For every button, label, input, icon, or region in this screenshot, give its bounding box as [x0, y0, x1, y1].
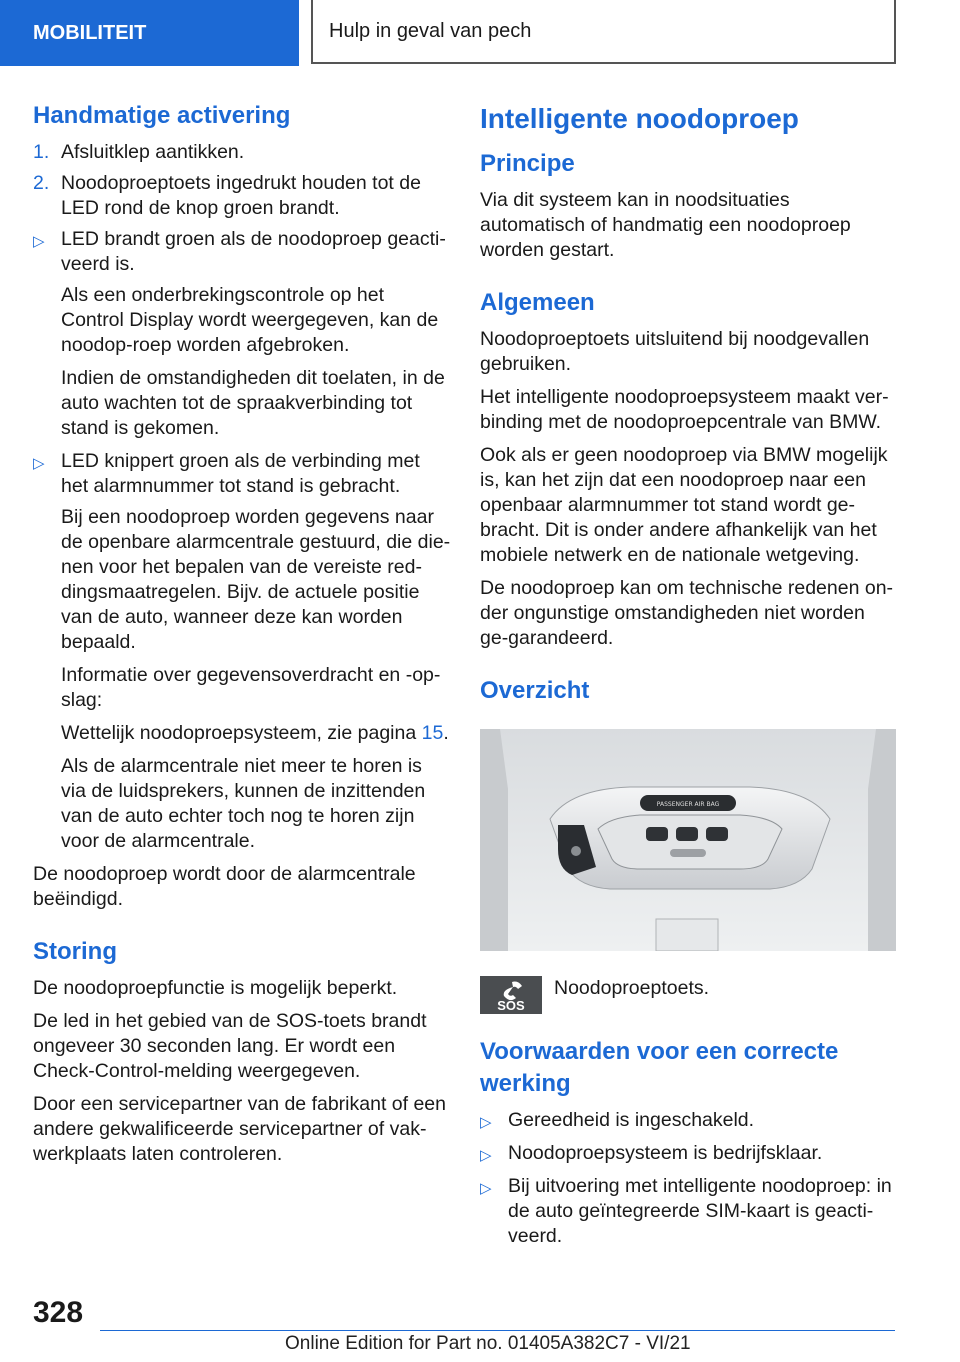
paragraph: Ook als er geen noodoproep via BMW mogelijk is, kan het zijn dat een noodoproep naar een openbaar alarmnummer tot stand wordt ge-bracht. Dit is onder andere afhankelijk van het mobiele netwerk en de nationale wetgeving. — [480, 444, 888, 566]
heading-principe: Principe — [480, 150, 575, 177]
paragraph: De noodoproep wordt door de alarmcentrale beëindigd. — [33, 863, 416, 910]
page-header — [0, 0, 960, 66]
bullet-text: LED brandt groen als de noodoproep geacti-veerd is. — [61, 228, 446, 275]
page-link[interactable]: 15 — [421, 722, 444, 744]
heading-conditions: Voorwaarden voor een correcte werking — [480, 1038, 839, 1097]
step-1 — [33, 140, 451, 165]
page-number: 328 — [33, 1296, 84, 1329]
triangle-bullet-icon: ▷ — [480, 1180, 492, 1197]
paragraph: Het intelligente noodoproepsysteem maakt ver-binding met de noodoproepcentrale van BMW. — [480, 386, 889, 433]
sos-caption: Noodoproeptoets. — [554, 977, 710, 999]
airbag-label: PASSENGER AIR BAG — [656, 801, 720, 808]
paragraph: De noodoproepfunctie is mogelijk beperkt. — [33, 977, 398, 999]
footer-divider — [100, 1330, 895, 1331]
step-number: 2. — [33, 172, 50, 194]
paragraph: De noodoproep kan om technische redenen on-der ongunstige omstandigheden niet worden ge-garandeerd. — [480, 577, 894, 649]
heading-overzicht: Overzicht — [480, 677, 590, 704]
chapter-title: Hulp in geval van pech — [311, 0, 896, 64]
heading-manual-activation: Handmatige activering — [33, 102, 291, 129]
heading-storing: Storing — [33, 938, 117, 965]
bullet-item — [480, 1108, 898, 1135]
paragraph: Bij een noodoproep worden gegevens naar de openbare alarmcentrale gestuurd, die die-nen voor het bepalen van de vereiste red-dingsmaatregelen. Bijv. de actuele positie van de auto, wanneer deze kan worden bepaald. — [61, 506, 451, 653]
triangle-bullet-icon: ▷ — [33, 455, 45, 472]
bullet-text: Noodoproepsysteem is bedrijfsklaar. — [508, 1142, 823, 1164]
overhead-console-photo — [480, 729, 896, 951]
paragraph: Noodoproeptoets uitsluitend bij noodgevallen gebruiken. — [480, 328, 870, 375]
step-2 — [33, 171, 451, 221]
spacer — [33, 920, 451, 936]
ref-end: . — [443, 722, 449, 744]
step-text: Afsluitklep aantikken. — [61, 141, 245, 163]
step-number: 1. — [33, 141, 50, 163]
right-column — [480, 100, 898, 1255]
paragraph: Als een onderbrekingscontrole op het Control Display wordt weergegeven, kan de noodop-roep worden afgebroken. — [61, 284, 439, 356]
sos-button-icon — [480, 976, 542, 1014]
sos-text: SOS — [497, 998, 525, 1013]
spacer — [480, 271, 898, 287]
bullet-item — [480, 1174, 898, 1249]
paragraph: Indien de omstandigheden dit toelaten, in de auto wachten tot de spraakverbinding tot stand is gekomen. — [61, 367, 445, 439]
bullet-item — [33, 449, 451, 499]
bullet-item — [480, 1141, 898, 1168]
paragraph: Als de alarmcentrale niet meer te horen is via de luidsprekers, kunnen de inzittenden van de auto echter toch nog te horen zijn voor de alarmcentrale. — [61, 755, 426, 852]
sos-legend — [480, 976, 898, 1014]
triangle-bullet-icon: ▷ — [33, 233, 45, 250]
heading-intelligent-emergency-call: Intelligente noodoproep — [480, 103, 799, 134]
spacer — [480, 659, 898, 675]
paragraph: Door een servicepartner van de fabrikant of een andere gekwalificeerde servicepartner of vak-werkplaats laten controleren. — [33, 1093, 446, 1165]
section-tab: MOBILITEIT — [0, 0, 299, 66]
step-text: Noodoproeptoets ingedrukt houden tot de LED rond de knop groen brandt. — [61, 172, 421, 219]
paragraph — [33, 721, 451, 746]
bullet-text: Gereedheid is ingeschakeld. — [508, 1109, 755, 1131]
heading-algemeen: Algemeen — [480, 289, 595, 316]
triangle-bullet-icon: ▷ — [480, 1147, 492, 1164]
footer-edition: Online Edition for Part no. 01405A382C7 - VI/21 — [285, 1333, 691, 1354]
paragraph: De led in het gebied van de SOS-toets brandt ongeveer 30 seconden lang. Er wordt een Check-Control-melding weergegeven. — [33, 1010, 427, 1082]
bullet-text: LED knippert groen als de verbinding met het alarmnummer tot stand is gebracht. — [61, 450, 420, 497]
bullet-text: Bij uitvoering met intelligente noodoproep: in de auto geïntegreerde SIM-kaart is geacti-veerd. — [508, 1175, 892, 1247]
paragraph: Via dit systeem kan in noodsituaties automatisch of handmatig een noodoproep worden gestart. — [480, 189, 851, 261]
bullet-item — [33, 227, 451, 277]
left-column — [33, 100, 451, 1175]
triangle-bullet-icon: ▷ — [480, 1114, 492, 1131]
ref-text: Wettelijk noodoproepsysteem, zie pagina — [61, 722, 417, 744]
paragraph: Informatie over gegevensoverdracht en -op-slag: — [61, 664, 441, 711]
